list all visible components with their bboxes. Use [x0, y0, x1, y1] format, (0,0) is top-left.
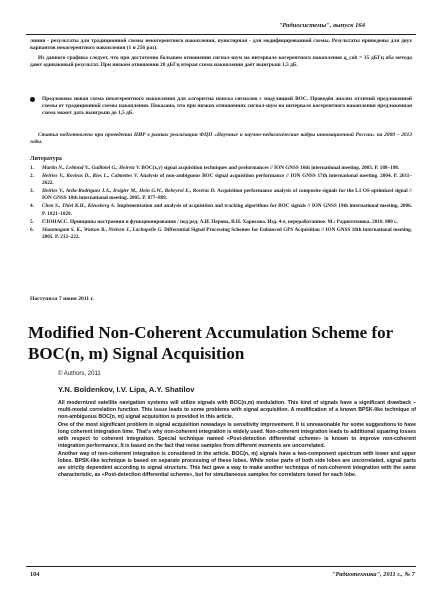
- reference-authors: Chen S., Thiel K.H., Kleusberg A.: [42, 203, 116, 210]
- footer-journal: "Радиотехника", 2011 г., № 7: [331, 571, 415, 578]
- acknowledgement: Статья подготовлена при проведении НИР в рамках реализации ФЦП «Научные и научно-педагогические кадры инновационной России» на 2009 – 2013 годы.: [30, 132, 412, 146]
- abstract: [58, 400, 416, 480]
- reference-authors: Shanmugam S. K., Watson R., Nielsen J., Lachapelle G.: [42, 226, 163, 233]
- abstract-paragraph: One of the most significant problem in signal acquisition nowadays is sensitivity improvement. It is unreasonable for some suggestions to have long coherent integration time. That's why non-coherent integration is widely used. Non-coherent integration leads to additional squaring losses with respect to coherent integration. Special technique named «Post-detection differential scheme» is known to improve non-coherent integration performance. It is based on the fact that noise samples from different moments are uncorrelated.: [58, 422, 416, 449]
- reference-number: 3.: [30, 188, 34, 195]
- reference-authors: Martin N., Leblond V., Guillotel G., Heiretz V.: [42, 165, 141, 171]
- reference-text: Analysis of non-ambiguous BOC signal acquisition performance // ION GNSS 17th international meeting. 2004. P. 2611–2622.: [42, 173, 412, 187]
- bullet-dot-icon: [30, 97, 35, 102]
- reference-authors: Heiries V., Roviras D., Ries L., Calmettes V.: [42, 173, 139, 180]
- header-rule: [26, 34, 416, 35]
- copyright-notice: © Authors, 2011: [58, 371, 101, 377]
- article-authors: Y.N. Boldenkov, I.V. Lipa, A.Y. Shatilov: [58, 385, 195, 394]
- reference-number: 1.: [30, 165, 34, 171]
- references-heading: Литература: [30, 156, 62, 162]
- reference-text: ГЛОНАСС. Принципы построения и функционирования / под ред. А.И. Перова, В.Н. Харисова. Изд. 4-е, переработанное. М.: Радиотехника. 2010. 800 с.: [42, 218, 398, 225]
- paragraph-figure-caption-continuation: линия - результаты для традиционной схемы некогерентного накопления, пунктирная - для модифицированной схемы. Результаты приведены для двух вариантов некогерентного накопления (1 и 256 раз).: [30, 38, 412, 52]
- conclusion-text: Предложена новая схема некогерентного накопления для алгоритма поиска сигналов с модуляцией BOC. Проведён анализ отличий предложенной схемы от традиционной схемы накопления. Показано, что при низких отношениях сигнал-шум на интервале когерентного накопления предложенная схема может дать выигрыш до 1,5 дБ.: [42, 96, 412, 117]
- reference-item: [30, 219, 412, 226]
- running-head: "Радиосистемы", выпуск 164: [278, 22, 365, 29]
- abstract-paragraph: All modernized satellite navigation systems will utilize signals with BOC(n,m) modulation. This kind of signals have a significant drawback – multi-modal correlation function. This issue leads to some problems with signal acquisition. A modification of a known BPSK-like technique of non-ambiguous BOC(n, m) signal acquisition is provided in this article.: [58, 400, 416, 420]
- reference-text: Differential Signal Processing Schemes for Enhanced GPS Acquisition // ION GNSS 18th international meeting. 2005. P. 212–222.: [42, 226, 413, 240]
- received-date: Поступила 7 июня 2011 г.: [30, 296, 94, 302]
- reference-item: [30, 227, 412, 241]
- abstract-paragraph: Another way of non-coherent integration is considered in the article. BOC(n, m) signals have a two-component spectrum with lower and upper lobes. BPSK-like technique is based on separate processing of these lobes. While noise parts of both side lobes are uncorrelated, signal parts are strictly dependent according to signal structure. This fact gave a way to make another technique of non-coherent integration with the same characteristic, as «Post-detection differential scheme», but for simultaneous samples for correlators tuned for each lobe.: [58, 451, 416, 478]
- conclusion-bullet: [30, 96, 412, 117]
- reference-item: [30, 203, 412, 217]
- reference-number: 4.: [30, 203, 34, 210]
- reference-item: [30, 165, 412, 172]
- references-list: [30, 165, 412, 242]
- reference-text: Implementation and analysis of acquisition and tracking algorithms for BOC signals // ION GNSS 19th international meeting. 2006. P. 1821–1829.: [42, 203, 413, 217]
- reference-number: 5.: [30, 218, 34, 225]
- reference-text: BOC(x,y) signal acquisition techniques and preformances // ION GNSS 16th international meeting. 2003. P. 188–198.: [141, 165, 400, 171]
- article-title: Modified Non-Coherent Accumulation Scheme for BOC(n, m) Signal Acquisition: [28, 323, 393, 363]
- reference-item: [30, 188, 412, 202]
- page-number: 104: [30, 571, 40, 578]
- reference-number: 2.: [30, 173, 34, 180]
- reference-number: 6.: [30, 226, 34, 233]
- reference-item: [30, 173, 412, 187]
- reference-text: Acquisition performance analysis of composite signals for the L1 OS optimized signal // ION GNSS 18th international meeting. 2005. P. 877–889.: [42, 188, 413, 202]
- reference-authors: Heiries V., Avila-Rodriguez J.A., Irsigler M., Hein G.W., Rebeyrol E., Roviras D.: [42, 188, 216, 195]
- paragraph-results: Из данного графика следует, что при достаточно большом отношении сигнал-шум на интервале когерентного накопления q_coh = 35 дБГц оба метода дают одинаковый результат. При низком отношении 20 дБГц вторая схема накопления даёт выигрыш 1,5 дБ.: [30, 55, 412, 69]
- footer-rule: [26, 566, 416, 567]
